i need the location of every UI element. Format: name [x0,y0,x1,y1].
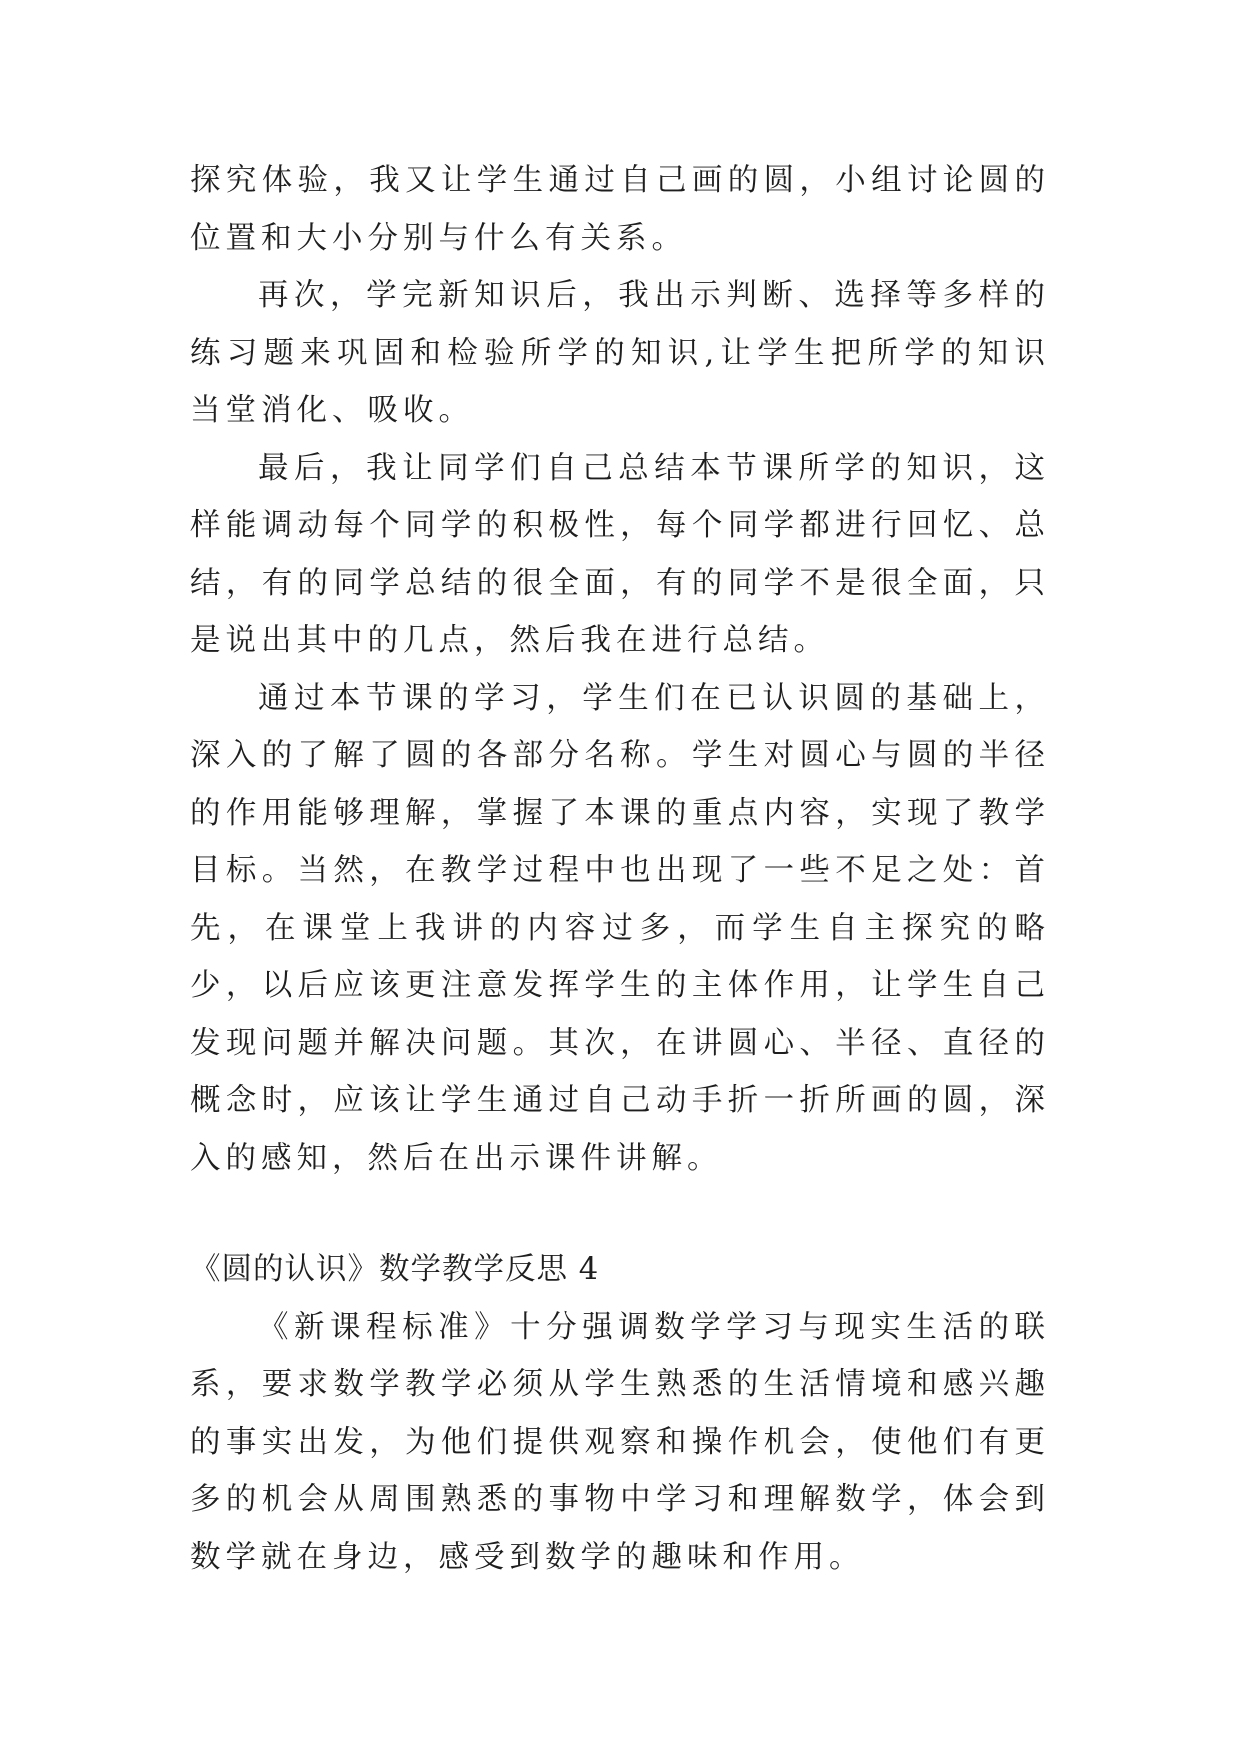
paragraph-4: 通过本节课的学习，学生们在已认识圆的基础上，深入的了解了圆的各部分名称。学生对圆心与圆的半径的作用能够理解，掌握了本课的重点内容，实现了教学目标。当然，在教学过程中也出现了一些不足之处：首先，在课堂上我讲的内容过多，而学生自主探究的略少，以后应该更注意发挥学生的主体作用，让学生自己发现问题并解决问题。其次，在讲圆心、半径、直径的概念时，应该让学生通过自己动手折一折所画的圆，深入的感知，然后在出示课件讲解。 [190,680,1050,1176]
paragraph-2: 再次，学完新知识后，我出示判断、选择等多样的练习题来巩固和检验所学的知识,让学生把所学的知识当堂消化、吸收。 [190,278,1050,428]
paragraph-5: 《新课程标准》十分强调数学学习与现实生活的联系，要求数学教学必须从学生熟悉的生活情境和感兴趣的事实出发，为他们提供观察和操作机会，使他们有更多的机会从周围熟悉的事物中学习和理解数学，体会到数学就在身边，感受到数学的趣味和作用。 [190,1309,1050,1575]
paragraph-3: 最后，我让同学们自己总结本节课所学的知识，这样能调动每个同学的积极性，每个同学都进行回忆、总结，有的同学总结的很全面，有的同学不是很全面，只是说出其中的几点，然后我在进行总结。 [190,450,1050,658]
document-body [190,152,1050,1586]
section-heading: 《圆的认识》数学教学反思 4 [190,1252,600,1287]
paragraph-1: 探究体验，我又让学生通过自己画的圆，小组讨论圆的位置和大小分别与什么有关系。 [190,163,1050,256]
